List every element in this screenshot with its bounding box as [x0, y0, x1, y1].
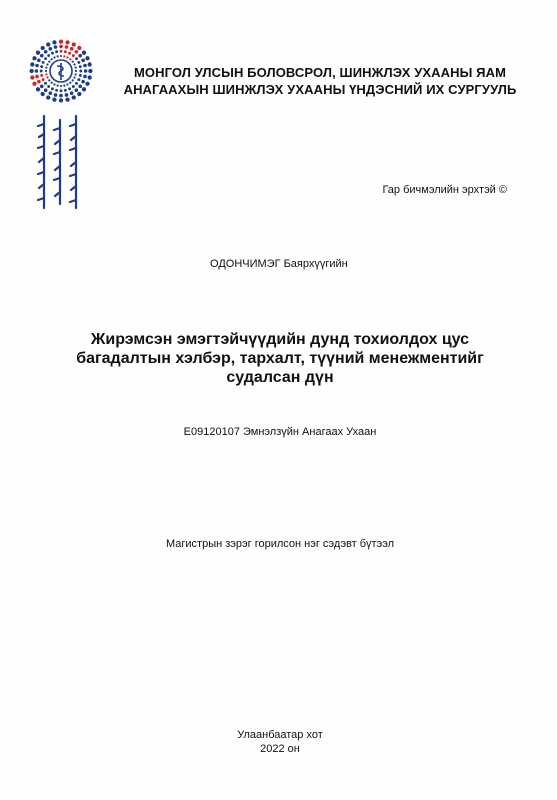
emblem-ray-dot — [41, 92, 45, 96]
emblem-ray-dot — [65, 93, 69, 97]
emblem-ray-dot — [79, 74, 82, 77]
emblem-ray-dot — [46, 63, 48, 65]
emblem-ray-dot — [72, 61, 74, 63]
specialty-code: E09120107 Эмнэлзүйн Анагаах Ухаан — [183, 426, 377, 438]
emblem-ray-dot — [81, 59, 85, 63]
emblem-ray-dot — [68, 87, 71, 90]
emblem-ray-dot — [88, 69, 92, 73]
emblem-ray-dot — [35, 64, 39, 68]
emblem-ray-dot — [66, 56, 68, 58]
emblem-ray-dot — [60, 85, 62, 87]
emblem-ray-dot — [70, 47, 74, 51]
emblem-ray-dot — [85, 82, 89, 86]
emblem-ray-dot — [65, 98, 69, 102]
emblem-ray-dot — [66, 83, 68, 85]
place-and-year — [60, 728, 500, 756]
institution-header — [120, 64, 520, 98]
emblem-ray-dot — [42, 61, 45, 64]
emblem-ray-dot — [51, 52, 54, 55]
emblem-ray-dot — [53, 56, 55, 58]
emblem-ray-dot — [46, 95, 50, 99]
emblem-ray-dot — [30, 62, 34, 66]
emblem-ray-dot — [57, 85, 59, 87]
emblem-ray-dot — [73, 76, 75, 78]
thesis-title-line-1: Жирэмсэн эмэгтэйчүүдийн дунд тохиолдох цус — [90, 331, 470, 348]
emblem-ray-dot — [85, 56, 89, 60]
emblem-ray-dot — [88, 62, 92, 66]
emblem-ray-dot — [47, 54, 50, 57]
emblem-ray-dot — [75, 57, 78, 60]
emblem-ray-dot — [44, 57, 47, 60]
emblem-ray-dot — [68, 52, 71, 55]
emblem-ray-dot — [36, 87, 40, 91]
emblem-ray-dot — [51, 82, 53, 84]
emblem-ray-dot — [73, 63, 75, 65]
emblem-ray-dot — [59, 94, 63, 98]
emblem-ray-dot — [45, 67, 47, 69]
emblem-ray-dot — [75, 88, 79, 92]
degree-statement: Магистрын зэрэг горилсон нэг сэдэвт бүтээл — [166, 538, 394, 550]
emblem-ray-dot — [59, 98, 63, 102]
emblem-ray-dot — [40, 70, 43, 73]
emblem-ray-dot — [52, 98, 56, 102]
emblem-ray-dot — [32, 82, 36, 86]
emblem-ray-dot — [77, 78, 80, 81]
emblem-ray-dot — [37, 59, 41, 63]
emblem-ray-dot — [72, 95, 76, 99]
emblem-ray-dot — [49, 91, 53, 95]
copyright-notice: Гар бичмэлийн эрхтэй © — [382, 184, 507, 196]
emblem-ray-dot — [70, 91, 74, 95]
emblem-ray-dot — [46, 76, 48, 78]
emblem-ray-dot — [60, 50, 63, 53]
emblem-ray-dot — [30, 75, 34, 79]
emblem-ray-dot — [69, 82, 71, 84]
emblem-ray-dot — [51, 87, 54, 90]
emblem-ray-dot — [84, 69, 88, 73]
emblem-ray-dot — [79, 70, 82, 73]
emblem-ray-dot — [44, 50, 48, 54]
emblem-ray-dot — [35, 69, 39, 73]
university-emblem-icon — [28, 38, 94, 104]
emblem-ray-dot — [83, 75, 87, 79]
emblem-ray-dot — [40, 65, 43, 68]
emblem-ray-dot — [51, 58, 53, 60]
mongolian-script-icon — [34, 112, 90, 212]
emblem-ray-dot — [41, 46, 45, 50]
author-name: ОДОНЧИМЭГ Баярхүүгийн — [210, 258, 348, 270]
emblem-ray-dot — [75, 67, 77, 69]
emblem-ray-dot — [48, 61, 50, 63]
emblem-ray-dot — [65, 45, 69, 49]
thesis-title — [60, 330, 500, 387]
emblem-ray-dot — [40, 85, 44, 89]
emblem-ray-dot — [75, 82, 78, 85]
emblem-ray-dot — [44, 88, 48, 92]
university-name: АНАГААХЫН ШИНЖЛЭХ УХААНЫ ҮНДЭСНИЙ ИХ СУРГУУЛЬ — [123, 82, 517, 97]
emblem-ray-dot — [44, 82, 47, 85]
emblem-ray-dot — [42, 78, 45, 81]
emblem-ray-dot — [57, 55, 59, 57]
emblem-ray-dot — [40, 74, 43, 77]
emblem-ray-dot — [63, 55, 65, 57]
emblem-ray-dot — [32, 56, 36, 60]
emblem-ray-dot — [59, 39, 63, 43]
emblem-ray-dot — [54, 45, 58, 49]
emblem-ray-dot — [77, 46, 81, 50]
emblem-ray-dot — [82, 51, 86, 55]
emblem-ray-dot — [36, 51, 40, 55]
thesis-title-line-3: судалсан дүн — [226, 369, 334, 386]
emblem-ray-dot — [82, 87, 86, 91]
emblem-ray-dot — [65, 40, 69, 44]
emblem-ray-dot — [75, 50, 79, 54]
emblem-ray-dot — [45, 70, 47, 72]
emblem-ray-dot — [64, 89, 67, 92]
emblem-ray-dot — [35, 75, 39, 79]
emblem-ray-dot — [77, 92, 81, 96]
emblem-ray-dot — [72, 79, 74, 81]
emblem-ray-dot — [45, 73, 47, 75]
emblem-ray-dot — [63, 85, 65, 87]
thesis-title-line-2: багадалтын хэлбэр, тархалт, түүний менежментийг — [76, 350, 484, 367]
emblem-ray-dot — [75, 73, 77, 75]
emblem-ray-dot — [60, 89, 63, 92]
emblem-ray-dot — [49, 47, 53, 51]
emblem-ray-dot — [78, 85, 82, 89]
emblem-ray-dot — [72, 85, 75, 88]
emblem-ray-dot — [53, 83, 55, 85]
emblem-ray-dot — [79, 65, 82, 68]
emblem-ray-dot — [83, 64, 87, 68]
emblem-ray-dot — [40, 54, 44, 58]
emblem-ray-dot — [75, 70, 77, 72]
emblem-ray-dot — [59, 45, 63, 49]
emblem-ray-dot — [72, 54, 75, 57]
emblem-ray-dot — [72, 42, 76, 46]
emblem-ray-dot — [52, 40, 56, 44]
emblem-ray-dot — [37, 80, 41, 84]
emblem-ray-dot — [29, 69, 33, 73]
emblem-ray-dot — [88, 75, 92, 79]
emblem-ray-dot — [55, 50, 58, 53]
emblem-ray-dot — [77, 61, 80, 64]
emblem-ray-dot — [48, 79, 50, 81]
emblem-ray-dot — [64, 50, 67, 53]
emblem-ray-dot — [69, 58, 71, 60]
emblem-ray-dot — [47, 85, 50, 88]
year: 2022 он — [260, 743, 300, 755]
emblem-ray-dot — [78, 54, 82, 58]
emblem-ray-dot — [46, 42, 50, 46]
emblem-ray-dot — [54, 93, 58, 97]
emblem-ray-dot — [55, 89, 58, 92]
ministry-name: МОНГОЛ УЛСЫН БОЛОВСРОЛ, ШИНЖЛЭХ УХААНЫ ЯАМ — [133, 65, 507, 80]
emblem-ray-dot — [60, 55, 62, 57]
city: Улаанбаатар хот — [237, 729, 323, 741]
emblem-ray-dot — [81, 80, 85, 84]
